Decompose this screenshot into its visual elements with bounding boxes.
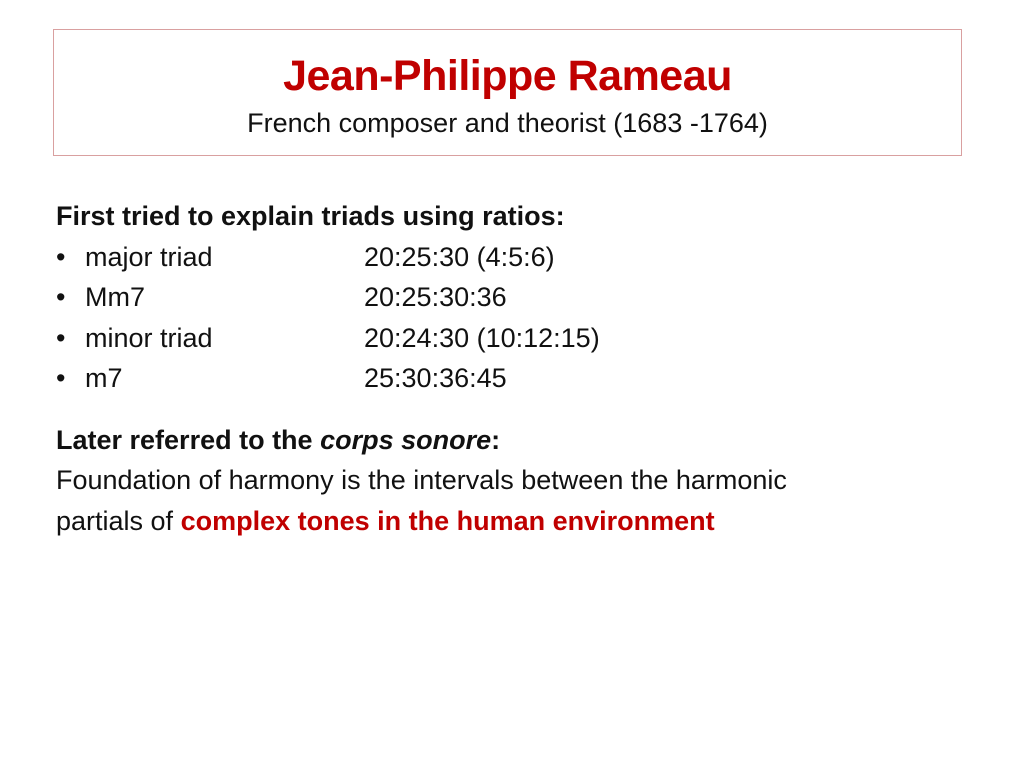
bullet-icon: • [56,363,66,393]
slide-subtitle: French composer and theorist (1683 -1764) [247,108,768,138]
heading-italic-term: corps sonore [320,424,492,455]
chord-name: Mm7 [85,282,145,312]
body-line-1: Foundation of harmony is the intervals between the harmonic [56,465,787,495]
chord-ratio: 20:24:30 (10:12:15) [364,322,600,353]
slide-content [56,196,956,541]
chord-ratio: 20:25:30:36 [364,282,507,312]
body-line-2 [56,501,956,542]
chord-name: minor triad [85,322,213,353]
list-item [56,318,956,359]
bullet-icon: • [56,282,66,312]
corps-sonore-heading [56,420,956,461]
heading-prefix: Later referred to the [56,424,321,455]
title-box [53,29,962,156]
chord-name: m7 [85,363,123,393]
slide-title: Jean-Philippe Rameau [283,52,732,100]
list-item [56,358,956,399]
heading-suffix: : [491,424,501,455]
list-item [56,237,956,278]
chord-name: major triad [85,241,213,272]
section-spacer [56,399,956,420]
body-line-2-prefix: partials of [56,505,181,536]
bullet-icon: • [56,241,66,272]
chord-ratio: 20:25:30 (4:5:6) [364,241,555,272]
emphasized-phrase: complex tones in the human environment [180,505,715,536]
list-item [56,277,956,318]
ratios-heading: First tried to explain triads using ratios: [56,201,565,231]
bullet-icon: • [56,322,66,353]
chord-ratio: 25:30:36:45 [364,363,507,393]
